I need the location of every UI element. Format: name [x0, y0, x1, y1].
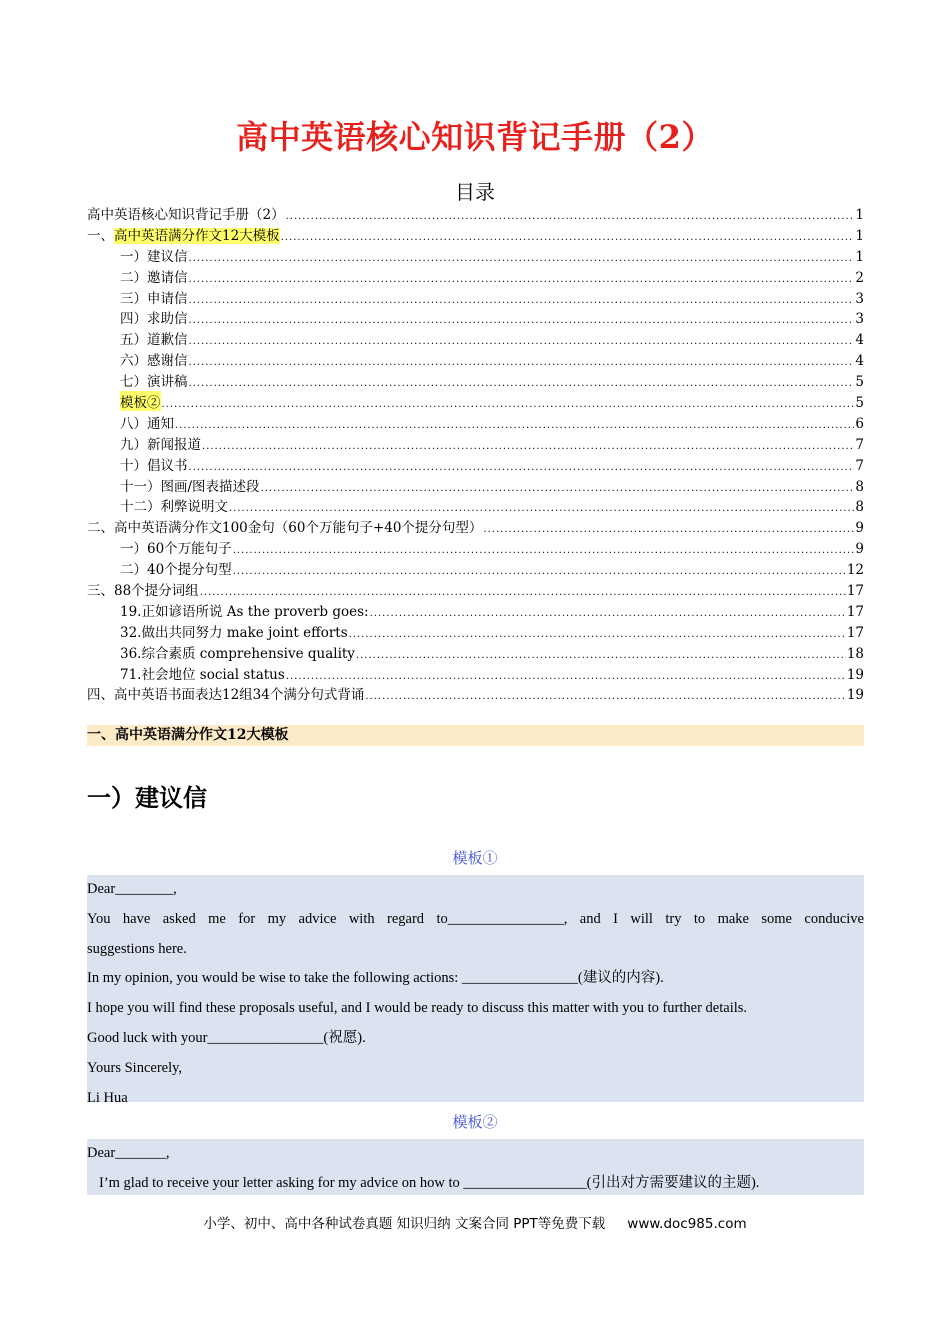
toc-leader-dots: [483, 524, 854, 535]
toc-entry[interactable]: [87, 245, 864, 266]
toc-entry-page: 3: [855, 290, 864, 307]
letter-line: In my opinion, you would be wise to take the following actions: ________________(建议的内容).: [87, 970, 664, 987]
toc-entry-page: 17: [846, 583, 864, 600]
letter-line: I’m glad to receive your letter asking for my advice on how to _________________(引出对方需要建议的主题).: [99, 1174, 760, 1191]
toc-leader-dots: [233, 566, 846, 577]
toc-entry-page: 1: [855, 207, 864, 223]
toc-leader-dots: [189, 274, 855, 285]
toc-leader-dots: [200, 587, 846, 598]
toc-leader-dots: [189, 253, 855, 264]
toc-leader-dots: [189, 295, 855, 306]
toc-entry[interactable]: [87, 328, 864, 349]
toc-entry-page: 1: [855, 248, 864, 265]
toc-entry-label: 七）演讲稿: [120, 374, 188, 391]
toc-entry-page: 8: [855, 478, 864, 495]
toc-entry-page: 3: [855, 311, 864, 328]
toc-leader-dots: [286, 211, 855, 222]
toc-entry[interactable]: [87, 495, 864, 516]
toc-leader-dots: [162, 399, 855, 410]
toc-entry-label: 九）新闻报道: [120, 436, 201, 453]
toc-entry-label: 三、88个提分词组: [87, 583, 199, 600]
toc-leader-dots: [189, 378, 855, 389]
section-heading: 一）建议信: [87, 784, 207, 812]
toc-entry-page: 9: [855, 520, 864, 537]
toc-entry-page: 5: [855, 374, 864, 391]
toc-entry-label: 十一）图画/图表描述段: [120, 478, 260, 495]
letter-line: Li Hua: [87, 1089, 128, 1106]
toc-entry-page: 7: [855, 457, 864, 474]
toc-entry[interactable]: [87, 370, 864, 391]
toc-leader-dots: [365, 691, 845, 702]
template-2-label: 模板②: [452, 1113, 498, 1131]
toc-entry-text: 高中英语满分作文12大模板: [114, 227, 280, 244]
toc-entry-page: 1: [855, 227, 864, 244]
toc-leader-dots: [189, 357, 855, 368]
toc-leader-dots: [233, 545, 855, 556]
toc-entry-label: 19.正如谚语所说 As the proverb goes:: [120, 603, 369, 620]
toc-leader-dots: [189, 462, 855, 473]
toc-entry[interactable]: [87, 224, 864, 245]
toc-entry[interactable]: [87, 683, 864, 704]
toc-leader-dots: [356, 650, 846, 661]
toc-entry-label: 五）道歉信: [120, 332, 188, 349]
template-1-box: [87, 875, 864, 1106]
toc-leader-dots: [349, 629, 846, 640]
toc-leader-dots: [189, 315, 855, 326]
toc-entry[interactable]: [87, 663, 864, 684]
toc-entry-label: 十）倡议书: [120, 457, 188, 474]
toc-entry-page: 5: [855, 395, 864, 412]
toc-entry-page: 4: [855, 353, 864, 370]
letter-line: I hope you will find these proposals useful, and I would be ready to discuss this matter with you to further details.: [87, 1000, 748, 1017]
toc-leader-dots: [261, 483, 855, 494]
toc-entry-page: 7: [855, 436, 864, 453]
section-band: 一、高中英语满分作文12大模板: [87, 725, 864, 746]
toc-entry-label: 一）建议信: [120, 248, 188, 265]
toc-entry-page: 2: [855, 269, 864, 286]
toc-entry-page: 4: [855, 332, 864, 349]
toc-entry-label: 四、高中英语书面表达12组34个满分句式背诵: [87, 687, 365, 704]
toc-entry-page: 6: [855, 415, 864, 432]
toc-leader-dots: [202, 441, 854, 452]
toc-entry-label: 二、高中英语满分作文100金句（60个万能句子+40个提分句型）: [87, 520, 483, 537]
toc-heading: 目录: [455, 180, 495, 204]
toc-entry-label: 一）60个万能句子: [120, 541, 232, 558]
toc-entry-label: 六）感谢信: [120, 353, 188, 370]
toc-entry[interactable]: [87, 642, 864, 663]
toc-entry[interactable]: [87, 433, 864, 454]
toc-entry-page: 19: [846, 687, 864, 704]
toc-leader-dots: [370, 608, 846, 619]
toc-leader-dots: [189, 336, 855, 347]
toc-entry-label: 四）求助信: [120, 311, 188, 328]
toc-entry-label: 模板②: [120, 391, 161, 411]
toc-entry[interactable]: [87, 516, 864, 537]
toc-entry-label: 高中英语核心知识背记手册（2）: [87, 207, 285, 223]
letter-line: Yours Sincerely,: [87, 1059, 183, 1076]
letter-line: Dear_______,: [87, 1145, 170, 1161]
toc-entry[interactable]: [87, 349, 864, 370]
toc-entry-label: 二）40个提分句型: [120, 562, 232, 579]
toc-entry[interactable]: [87, 307, 864, 328]
toc-entry[interactable]: [87, 475, 864, 496]
footer-url[interactable]: www.doc985.com: [627, 1216, 747, 1232]
footer-text: 小学、初中、高中各种试卷真题 知识归纳 文案合同 PPT等免费下载: [203, 1216, 606, 1232]
toc-leader-dots: [175, 420, 854, 431]
toc-entry[interactable]: [87, 203, 864, 224]
toc-entry[interactable]: [87, 412, 864, 433]
template-1-label: 模板①: [452, 849, 498, 867]
toc-entry-label: 三）申请信: [120, 290, 188, 307]
toc-entry[interactable]: [87, 579, 864, 600]
toc-entry-label: 十二）利弊说明文: [120, 499, 228, 516]
toc-entry-page: 17: [846, 603, 864, 620]
toc-leader-dots: [281, 232, 855, 243]
toc-entry[interactable]: [87, 558, 864, 579]
toc-entry-label: 二）邀请信: [120, 269, 188, 286]
letter-line: suggestions here.: [87, 940, 187, 957]
document-title: 高中英语核心知识背记手册（2）: [236, 118, 714, 156]
letter-line: Good luck with your________________(祝愿).: [87, 1029, 366, 1046]
toc-entry[interactable]: [87, 621, 864, 642]
toc-entry-page: 17: [846, 624, 864, 641]
letter-line: Dear________,: [87, 881, 177, 897]
toc-entry-page: 8: [855, 499, 864, 516]
toc-entry[interactable]: [87, 454, 864, 475]
toc-entry-page: 18: [846, 645, 864, 662]
toc-entry-label: 71.社会地位 social status: [120, 666, 285, 683]
toc-entry[interactable]: [87, 391, 864, 412]
toc-entry[interactable]: [87, 266, 864, 287]
page-footer: [0, 1212, 950, 1232]
toc-entry-label: 36.综合素质 comprehensive quality: [120, 645, 355, 662]
template-2-box: [87, 1139, 864, 1195]
toc-entry-prefix: 一、: [87, 227, 114, 244]
letter-line: You have asked me for my advice with regard to________________, and I will try to make some conducive: [87, 910, 864, 927]
toc-entry[interactable]: [87, 287, 864, 308]
toc-entry-label: [87, 224, 280, 244]
toc-entry-page: 12: [846, 562, 864, 579]
toc-entry[interactable]: [87, 600, 864, 621]
table-of-contents: [87, 203, 864, 704]
toc-entry-page: 19: [846, 666, 864, 683]
toc-leader-dots: [229, 503, 854, 514]
toc-leader-dots: [286, 671, 846, 682]
toc-entry-label: 八）通知: [120, 415, 174, 432]
toc-entry-label: 32.做出共同努力 make joint efforts: [120, 624, 348, 641]
toc-entry-page: 9: [855, 541, 864, 558]
toc-entry[interactable]: [87, 537, 864, 558]
